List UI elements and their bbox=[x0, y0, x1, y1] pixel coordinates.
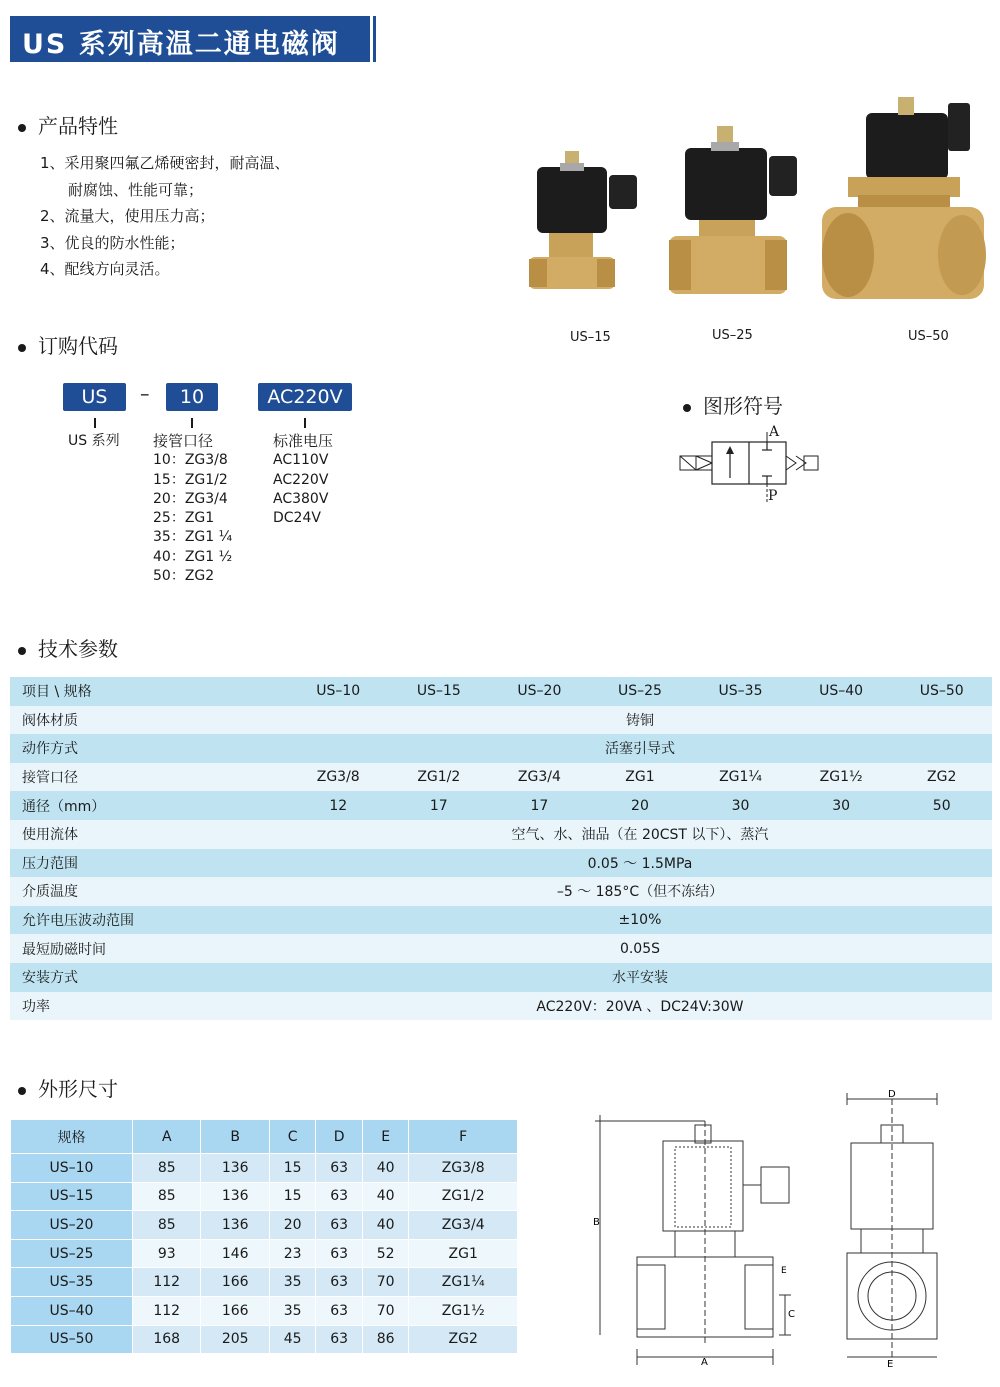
feature-line: 1、采用聚四氟乙烯硬密封，耐高温、 bbox=[40, 154, 290, 172]
code-tick bbox=[94, 418, 96, 428]
dims-cell: US–50 bbox=[11, 1325, 133, 1354]
dims-header-row bbox=[11, 1120, 518, 1154]
dims-cell: 136 bbox=[201, 1182, 269, 1211]
dims-cell: 40 bbox=[362, 1211, 408, 1240]
tech-row-value: 0.05S bbox=[288, 934, 992, 963]
photo-caption: US–25 bbox=[712, 328, 753, 343]
dims-cell: ZG1½ bbox=[409, 1296, 518, 1325]
tech-row bbox=[10, 906, 992, 935]
tech-row bbox=[10, 877, 992, 906]
tech-row-label: 功率 bbox=[10, 992, 288, 1021]
valve-photo-us25 bbox=[665, 118, 800, 300]
dims-cell: 85 bbox=[133, 1154, 201, 1183]
dims-cell: 168 bbox=[133, 1325, 201, 1354]
dims-cell: ZG3/8 bbox=[409, 1154, 518, 1183]
dims-cell: 85 bbox=[133, 1182, 201, 1211]
tech-row-label: 通径（mm） bbox=[10, 791, 288, 820]
tech-cell: 17 bbox=[389, 791, 490, 820]
dims-header: A bbox=[133, 1120, 201, 1154]
code-size-title: 接管口径 bbox=[153, 432, 214, 450]
dims-cell: 146 bbox=[201, 1239, 269, 1268]
dims-cell: 63 bbox=[316, 1268, 362, 1297]
dims-cell: 52 bbox=[362, 1239, 408, 1268]
dims-cell: US–40 bbox=[11, 1296, 133, 1325]
dims-cell: US–25 bbox=[11, 1239, 133, 1268]
code-size-item: 40：ZG1 ½ bbox=[153, 548, 233, 565]
dims-heading: 外形尺寸 bbox=[18, 1073, 118, 1102]
dims-row bbox=[11, 1182, 518, 1211]
dims-cell: 70 bbox=[362, 1296, 408, 1325]
tech-row bbox=[10, 791, 992, 820]
code-size-item: 35：ZG1 ¼ bbox=[153, 529, 233, 546]
code-size-item: 20：ZG3/4 bbox=[153, 490, 228, 507]
dims-cell: 35 bbox=[269, 1268, 315, 1297]
dim-label-a: A bbox=[701, 1357, 708, 1368]
dims-header: 规格 bbox=[11, 1120, 133, 1154]
dim-label-e-front: E bbox=[781, 1266, 787, 1276]
tech-model: US–35 bbox=[690, 677, 791, 706]
dims-cell: US–10 bbox=[11, 1154, 133, 1183]
dims-cell: 136 bbox=[201, 1154, 269, 1183]
dims-cell: 35 bbox=[269, 1296, 315, 1325]
code-voltage-item: DC24V bbox=[273, 510, 321, 527]
tech-model: US–40 bbox=[791, 677, 892, 706]
tech-cell: ZG3/4 bbox=[489, 763, 590, 792]
dims-cell: 40 bbox=[362, 1154, 408, 1183]
code-dash: – bbox=[140, 383, 150, 405]
dims-cell: 23 bbox=[269, 1239, 315, 1268]
dimension-drawing bbox=[585, 1085, 995, 1375]
tech-cell: ZG1¼ bbox=[690, 763, 791, 792]
code-size-item: 10：ZG3/8 bbox=[153, 452, 228, 469]
dims-cell: US–20 bbox=[11, 1211, 133, 1240]
tech-row bbox=[10, 706, 992, 735]
tech-cell: ZG2 bbox=[891, 763, 992, 792]
code-size-item: 15：ZG1/2 bbox=[153, 471, 228, 488]
tech-row bbox=[10, 763, 992, 792]
tech-row bbox=[10, 992, 992, 1021]
dims-row bbox=[11, 1239, 518, 1268]
dims-cell: ZG1/2 bbox=[409, 1182, 518, 1211]
tech-cell: 12 bbox=[288, 791, 389, 820]
tech-model: US–20 bbox=[489, 677, 590, 706]
code-tick bbox=[191, 418, 193, 428]
dims-cell: 63 bbox=[316, 1296, 362, 1325]
features-heading: 产品特性 bbox=[18, 110, 118, 139]
dims-cell: 15 bbox=[269, 1154, 315, 1183]
tech-row bbox=[10, 963, 992, 992]
dim-label-d: D bbox=[888, 1089, 896, 1100]
tech-row-value: 活塞引导式 bbox=[288, 734, 992, 763]
dims-cell: 70 bbox=[362, 1268, 408, 1297]
tech-row bbox=[10, 849, 992, 878]
dims-cell: 136 bbox=[201, 1211, 269, 1240]
tech-cell: 50 bbox=[891, 791, 992, 820]
dims-cell: US–35 bbox=[11, 1268, 133, 1297]
tech-cell: ZG1/2 bbox=[389, 763, 490, 792]
dims-cell: 40 bbox=[362, 1182, 408, 1211]
tech-cell: 20 bbox=[590, 791, 691, 820]
dims-cell: US–15 bbox=[11, 1182, 133, 1211]
dims-cell: 15 bbox=[269, 1182, 315, 1211]
valve-photo-us50 bbox=[818, 95, 990, 310]
photo-caption: US–50 bbox=[908, 329, 949, 344]
dims-cell: 93 bbox=[133, 1239, 201, 1268]
tech-cell: 30 bbox=[791, 791, 892, 820]
photo-caption: US–15 bbox=[570, 330, 611, 345]
dims-cell: 205 bbox=[201, 1325, 269, 1354]
symbol-heading: 图形符号 bbox=[683, 390, 783, 419]
code-box-size: 10 bbox=[166, 383, 218, 411]
tech-cell: ZG3/8 bbox=[288, 763, 389, 792]
code-series-title: US 系列 bbox=[68, 433, 120, 449]
tech-row-label: 压力范围 bbox=[10, 849, 288, 878]
dims-header: C bbox=[269, 1120, 315, 1154]
dims-header: B bbox=[201, 1120, 269, 1154]
title-banner bbox=[10, 16, 370, 62]
feature-line: 2、流量大，使用压力高； bbox=[40, 207, 215, 225]
tech-row bbox=[10, 934, 992, 963]
dims-row bbox=[11, 1268, 518, 1297]
tech-row-label: 接管口径 bbox=[10, 763, 288, 792]
dims-cell: ZG2 bbox=[409, 1325, 518, 1354]
dims-cell: 166 bbox=[201, 1268, 269, 1297]
code-tick bbox=[304, 418, 306, 428]
dims-cell: ZG1 bbox=[409, 1239, 518, 1268]
tech-row bbox=[10, 820, 992, 849]
tech-row-label: 安装方式 bbox=[10, 963, 288, 992]
features-list bbox=[40, 150, 290, 283]
dims-cell: 63 bbox=[316, 1154, 362, 1183]
tech-cell: 30 bbox=[690, 791, 791, 820]
feature-line: 耐腐蚀、性能可靠； bbox=[68, 180, 204, 199]
feature-line: 3、优良的防水性能； bbox=[40, 233, 185, 252]
tech-cell: ZG1½ bbox=[791, 763, 892, 792]
title-banner-edge bbox=[373, 16, 376, 62]
tech-row-value: 铸铜 bbox=[288, 706, 992, 735]
dim-label-e: E bbox=[887, 1359, 894, 1370]
valve-photo-us15 bbox=[525, 145, 645, 305]
dims-cell: ZG1¼ bbox=[409, 1268, 518, 1297]
tech-row-label: 最短励磁时间 bbox=[10, 934, 288, 963]
code-voltage-title: 标准电压 bbox=[273, 432, 334, 450]
code-size-item: 50：ZG2 bbox=[153, 568, 215, 585]
dims-row bbox=[11, 1211, 518, 1240]
dims-cell: 63 bbox=[316, 1182, 362, 1211]
tech-row-value: 空气、水、油品（在 20CST 以下）、蒸汽 bbox=[288, 820, 992, 849]
tech-model: US–50 bbox=[891, 677, 992, 706]
tech-header-label: 项目 \ 规格 bbox=[10, 677, 288, 706]
bullet-icon bbox=[18, 344, 26, 352]
tech-row-value: 水平安装 bbox=[288, 963, 992, 992]
dims-cell: 86 bbox=[362, 1325, 408, 1354]
bullet-icon bbox=[683, 404, 691, 412]
dims-cell: 63 bbox=[316, 1239, 362, 1268]
tech-cell: 17 bbox=[489, 791, 590, 820]
tech-table bbox=[10, 677, 992, 1020]
tech-row-label: 允许电压波动范围 bbox=[10, 906, 288, 935]
dims-cell: 20 bbox=[269, 1211, 315, 1240]
bullet-icon bbox=[18, 1087, 26, 1095]
port-a-label: A bbox=[769, 424, 780, 440]
tech-row-label: 使用流体 bbox=[10, 820, 288, 849]
code-size-col bbox=[153, 432, 232, 586]
tech-row-label: 阀体材质 bbox=[10, 706, 288, 735]
dims-header: E bbox=[362, 1120, 408, 1154]
dims-cell: 166 bbox=[201, 1296, 269, 1325]
bullet-icon bbox=[18, 124, 26, 132]
order-heading: 订购代码 bbox=[18, 330, 118, 359]
tech-model: US–15 bbox=[389, 677, 490, 706]
tech-heading: 技术参数 bbox=[18, 633, 118, 662]
valve-symbol-icon bbox=[678, 422, 823, 508]
dims-table bbox=[10, 1119, 518, 1354]
dims-row bbox=[11, 1154, 518, 1183]
page-title: US 系列高温二通电磁阀 bbox=[22, 29, 340, 60]
tech-model: US–10 bbox=[288, 677, 389, 706]
port-p-label: P bbox=[768, 488, 778, 504]
feature-line: 4、配线方向灵活。 bbox=[40, 260, 170, 278]
code-box-voltage: AC220V bbox=[258, 383, 352, 411]
code-box-series: US bbox=[63, 383, 126, 411]
tech-row bbox=[10, 734, 992, 763]
dims-row bbox=[11, 1325, 518, 1354]
dims-cell: 45 bbox=[269, 1325, 315, 1354]
code-size-item: 25：ZG1 bbox=[153, 510, 215, 527]
dims-row bbox=[11, 1296, 518, 1325]
tech-header-row bbox=[10, 677, 992, 706]
code-voltage-item: AC380V bbox=[273, 490, 329, 507]
dims-cell: 85 bbox=[133, 1211, 201, 1240]
dims-cell: 63 bbox=[316, 1325, 362, 1354]
dims-cell: 112 bbox=[133, 1268, 201, 1297]
tech-model: US–25 bbox=[590, 677, 691, 706]
code-voltage-col bbox=[273, 432, 333, 528]
tech-row-value: ±10% bbox=[288, 906, 992, 935]
dims-cell: 112 bbox=[133, 1296, 201, 1325]
dims-cell: 63 bbox=[316, 1211, 362, 1240]
code-voltage-item: AC110V bbox=[273, 452, 329, 469]
bullet-icon bbox=[18, 647, 26, 655]
code-voltage-item: AC220V bbox=[273, 471, 329, 488]
dim-label-b: B bbox=[593, 1217, 600, 1228]
dim-label-c: C bbox=[788, 1309, 795, 1320]
tech-row-label: 动作方式 bbox=[10, 734, 288, 763]
dims-header: F bbox=[409, 1120, 518, 1154]
tech-cell: ZG1 bbox=[590, 763, 691, 792]
tech-row-value: 0.05 ～ 1.5MPa bbox=[288, 849, 992, 878]
code-series-col bbox=[68, 432, 120, 451]
dims-header: D bbox=[316, 1120, 362, 1154]
dims-cell: ZG3/4 bbox=[409, 1211, 518, 1240]
tech-row-value: AC220V：20VA 、DC24V:30W bbox=[288, 992, 992, 1021]
tech-row-value: –5 ～ 185°C（但不冻结） bbox=[288, 877, 992, 906]
tech-row-label: 介质温度 bbox=[10, 877, 288, 906]
